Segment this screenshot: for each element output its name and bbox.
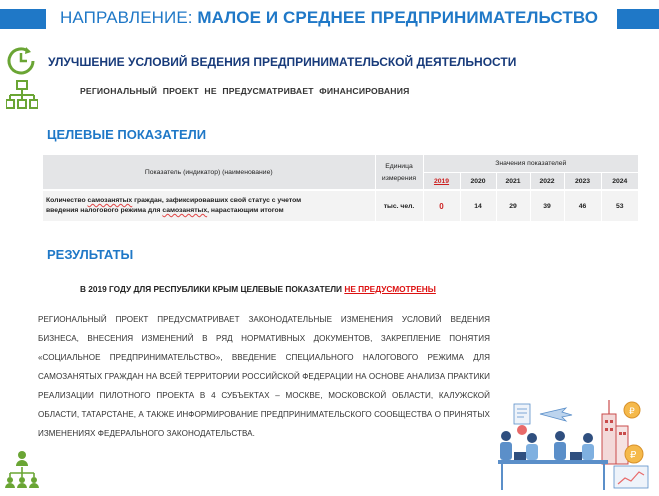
title-main: МАЛОЕ И СРЕДНЕЕ ПРЕДПРИНИМАТЕЛЬСТВО [197, 8, 599, 27]
value-cell: 14 [460, 190, 496, 221]
header-values: Значения показателей [423, 155, 638, 173]
people-network-icon [4, 450, 40, 490]
funding-note: РЕГИОНАЛЬНЫЙ ПРОЕКТ НЕ ПРЕДУСМАТРИВАЕТ ФИНАНСИРОВАНИЯ [80, 86, 410, 96]
value-cell: 39 [530, 190, 564, 221]
header-bar-left [0, 9, 46, 29]
label-text: граждан, зафиксировавших свой статус с учетом [132, 196, 302, 204]
statement-highlight: НЕ ПРЕДУСМОТРЕНЫ [344, 284, 436, 294]
title-prefix: НАПРАВЛЕНИЕ: [60, 8, 198, 27]
year-cell: 2023 [564, 173, 601, 191]
label-text: самозанятых [87, 196, 133, 204]
header-unit-line1: Единица [385, 162, 413, 170]
year-cell: 2022 [530, 173, 564, 191]
results-statement [80, 284, 436, 294]
value-cell: 53 [601, 190, 638, 221]
page-title [60, 8, 598, 28]
header-indicator: Показатель (индикатор) (наименование) [144, 168, 273, 176]
year-cell: 2019 [423, 173, 460, 191]
value-cell: 0 [423, 190, 460, 221]
label-text: Количество [46, 196, 88, 204]
svg-text:₽: ₽ [629, 407, 635, 417]
year-cell: 2024 [601, 173, 638, 191]
indicator-label [43, 190, 375, 221]
label-text: самозанятых [162, 207, 208, 214]
header-unit-line2: измерения [381, 174, 417, 182]
business-illustration [492, 392, 656, 492]
year-cell: 2020 [460, 173, 496, 191]
value-cell: 29 [496, 190, 530, 221]
header-bar-right [617, 9, 659, 29]
label-text: , нарастающим итогом [207, 207, 284, 214]
label-text: введения налогового режима для [46, 207, 163, 214]
unit-cell: тыс. чел. [375, 190, 423, 221]
targets-heading: ЦЕЛЕВЫЕ ПОКАЗАТЕЛИ [47, 127, 207, 142]
results-heading: РЕЗУЛЬТАТЫ [47, 247, 134, 262]
org-chart-icon [6, 80, 38, 110]
statement-text: В 2019 ГОДУ ДЛЯ РЕСПУБЛИКИ КРЫМ ЦЕЛЕВЫЕ ПОКАЗАТЕЛИ [80, 284, 345, 294]
results-body: РЕГИОНАЛЬНЫЙ ПРОЕКТ ПРЕДУСМАТРИВАЕТ ЗАКОНОДАТЕЛЬНЫЕ ИЗМЕНЕНИЯ УСЛОВИЙ ВЕДЕНИЯ БИЗНЕСА, ВНЕСЕНИЯ ИЗМЕНЕНИЙ В РЯД НОРМАТИВНЫХ ДОКУМЕНТОВ, ЗАКРЕПЛЕНИЕ ПОНЯТИЯ «СОЦИАЛЬНОЕ ПРЕДПРИНИМАТЕЛЬСТВО», ВВЕДЕНИЕ СПЕЦИАЛЬНОГО НАЛОГОВОГО РЕЖИМА ДЛЯ САМОЗАНЯТЫХ ГРАЖДАН НА ВСЕЙ ТЕРРИТОРИИ РОССИЙСКОЙ ФЕДЕРАЦИИ НА ОСНОВЕ АНАЛИЗА ПРАКТИКИ РЕАЛИЗАЦИИ ПИЛОТНОГО ПРОЕКТА В 4 СУБЪЕКТАХ – МОСКВЕ, МОСКОВСКОЙ ОБЛАСТИ, КАЛУЖСКОЙ ОБЛАСТИ, ТАТАРСТАНЕ, А ТАКЖЕ ИНФОРМИРОВАНИЕ ПРЕДПРИНИМАТЕЛЬСКОГО СООБЩЕСТВА О ПРИНЯТЫХ ИЗМЕНЕНИЯХ ФЕДЕРАЛЬНОГО ЗАКОНОДАТЕЛЬСТВА. [38, 315, 490, 438]
table-header-row [43, 155, 638, 173]
section-subtitle: УЛУЧШЕНИЕ УСЛОВИЙ ВЕДЕНИЯ ПРЕДПРИНИМАТЕЛЬСКОЙ ДЕЯТЕЛЬНОСТИ [48, 55, 517, 69]
year-cell: 2021 [496, 173, 530, 191]
svg-text:₽: ₽ [630, 450, 637, 461]
value-cell: 46 [564, 190, 601, 221]
header-unit [375, 155, 423, 190]
clock-arrow-icon [4, 44, 38, 78]
targets-table [43, 155, 638, 221]
table-row [43, 190, 638, 221]
